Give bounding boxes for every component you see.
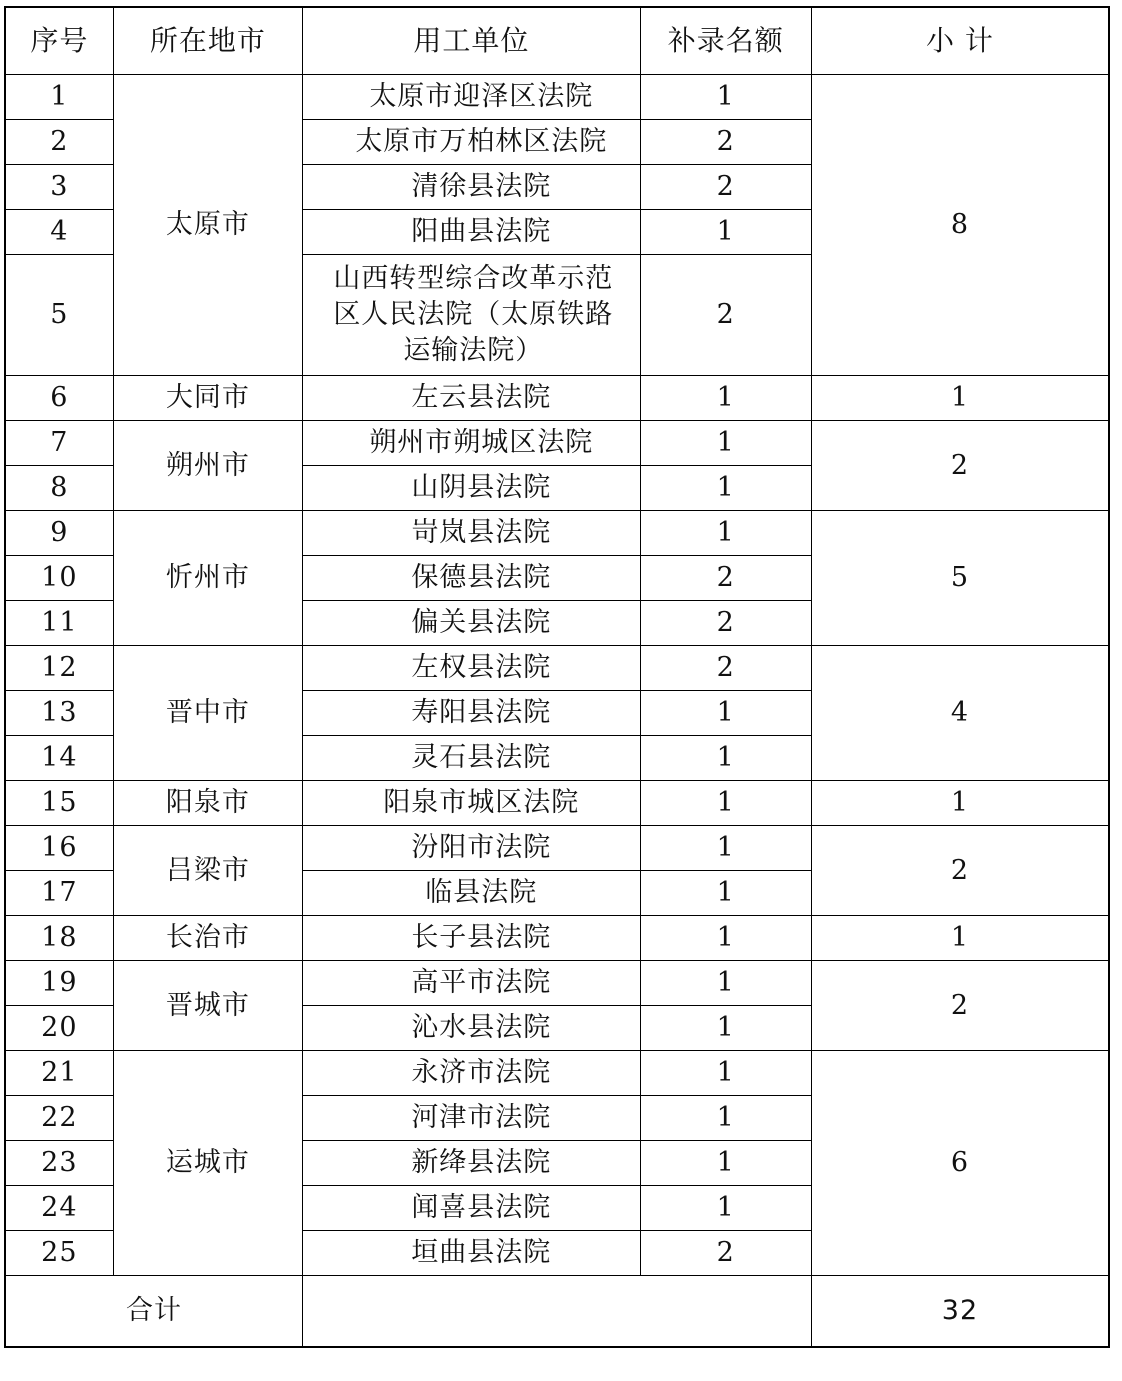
quota-cell: 2 — [640, 165, 811, 210]
subtotal-cell: 4 — [811, 646, 1109, 781]
quota-cell: 2 — [640, 120, 811, 165]
unit-cell: 垣曲县法院 — [303, 1231, 641, 1276]
subtotal-cell: 2 — [811, 826, 1109, 916]
unit-cell: 左云县法院 — [303, 376, 641, 421]
unit-cell: 新绛县法院 — [303, 1141, 641, 1186]
seq-cell: 11 — [5, 601, 113, 646]
unit-cell: 河津市法院 — [303, 1096, 641, 1141]
table-row — [5, 421, 1109, 466]
unit-cell: 汾阳市法院 — [303, 826, 641, 871]
seq-cell: 8 — [5, 466, 113, 511]
unit-cell: 朔州市朔城区法院 — [303, 421, 641, 466]
table-row — [5, 916, 1109, 961]
header-subtotal: 小 计 — [811, 7, 1109, 75]
quota-table — [4, 6, 1110, 1348]
quota-cell: 2 — [640, 255, 811, 376]
total-row — [5, 1276, 1109, 1348]
seq-cell: 24 — [5, 1186, 113, 1231]
unit-cell: 长子县法院 — [303, 916, 641, 961]
subtotal-cell: 8 — [811, 75, 1109, 376]
seq-cell: 10 — [5, 556, 113, 601]
unit-cell: 沁水县法院 — [303, 1006, 641, 1051]
unit-cell: 寿阳县法院 — [303, 691, 641, 736]
quota-cell: 1 — [640, 1006, 811, 1051]
seq-cell: 18 — [5, 916, 113, 961]
quota-cell: 1 — [640, 916, 811, 961]
quota-cell: 2 — [640, 556, 811, 601]
total-blank — [303, 1276, 812, 1348]
unit-cell: 阳曲县法院 — [303, 210, 641, 255]
subtotal-cell: 2 — [811, 421, 1109, 511]
seq-cell: 20 — [5, 1006, 113, 1051]
quota-cell: 2 — [640, 646, 811, 691]
seq-cell: 21 — [5, 1051, 113, 1096]
table-row — [5, 1051, 1109, 1096]
seq-cell: 22 — [5, 1096, 113, 1141]
quota-cell: 1 — [640, 1186, 811, 1231]
table-row — [5, 781, 1109, 826]
seq-cell: 19 — [5, 961, 113, 1006]
seq-cell: 14 — [5, 736, 113, 781]
seq-cell: 17 — [5, 871, 113, 916]
unit-cell: 高平市法院 — [303, 961, 641, 1006]
quota-cell: 1 — [640, 376, 811, 421]
quota-cell: 1 — [640, 826, 811, 871]
unit-cell: 岢岚县法院 — [303, 511, 641, 556]
seq-cell: 3 — [5, 165, 113, 210]
seq-cell: 6 — [5, 376, 113, 421]
unit-cell: 闻喜县法院 — [303, 1186, 641, 1231]
seq-cell: 25 — [5, 1231, 113, 1276]
city-cell: 运城市 — [113, 1051, 302, 1276]
quota-cell: 1 — [640, 75, 811, 120]
seq-cell: 13 — [5, 691, 113, 736]
quota-cell: 1 — [640, 511, 811, 556]
subtotal-cell: 5 — [811, 511, 1109, 646]
table-row — [5, 961, 1109, 1006]
seq-cell: 16 — [5, 826, 113, 871]
unit-cell: 山西转型综合改革示范区人民法院（太原铁路运输法院） — [303, 255, 641, 376]
city-cell: 晋中市 — [113, 646, 302, 781]
quota-cell: 1 — [640, 1096, 811, 1141]
total-label: 合计 — [5, 1276, 303, 1348]
table-row — [5, 826, 1109, 871]
table-row — [5, 376, 1109, 421]
quota-cell: 1 — [640, 1141, 811, 1186]
city-cell: 大同市 — [113, 376, 302, 421]
total-value: 32 — [811, 1276, 1109, 1348]
city-cell: 太原市 — [113, 75, 302, 376]
quota-cell: 2 — [640, 601, 811, 646]
table-row — [5, 75, 1109, 120]
city-cell: 吕梁市 — [113, 826, 302, 916]
seq-cell: 1 — [5, 75, 113, 120]
quota-cell: 1 — [640, 466, 811, 511]
table-row — [5, 646, 1109, 691]
quota-cell: 1 — [640, 781, 811, 826]
seq-cell: 2 — [5, 120, 113, 165]
unit-cell: 太原市迎泽区法院 — [303, 75, 641, 120]
table-row — [5, 511, 1109, 556]
unit-cell: 阳泉市城区法院 — [303, 781, 641, 826]
subtotal-cell: 1 — [811, 781, 1109, 826]
city-cell: 阳泉市 — [113, 781, 302, 826]
quota-cell: 1 — [640, 691, 811, 736]
city-cell: 晋城市 — [113, 961, 302, 1051]
seq-cell: 5 — [5, 255, 113, 376]
seq-cell: 4 — [5, 210, 113, 255]
header-city: 所在地市 — [113, 7, 302, 75]
unit-cell: 左权县法院 — [303, 646, 641, 691]
quota-cell: 1 — [640, 421, 811, 466]
header-unit: 用工单位 — [303, 7, 641, 75]
quota-cell: 1 — [640, 961, 811, 1006]
unit-cell: 永济市法院 — [303, 1051, 641, 1096]
seq-cell: 12 — [5, 646, 113, 691]
table-body — [5, 75, 1109, 1276]
header-seq: 序号 — [5, 7, 113, 75]
quota-cell: 1 — [640, 1051, 811, 1096]
seq-cell: 15 — [5, 781, 113, 826]
subtotal-cell: 1 — [811, 376, 1109, 421]
city-cell: 朔州市 — [113, 421, 302, 511]
seq-cell: 7 — [5, 421, 113, 466]
header-quota: 补录名额 — [640, 7, 811, 75]
city-cell: 长治市 — [113, 916, 302, 961]
seq-cell: 9 — [5, 511, 113, 556]
unit-cell: 太原市万柏林区法院 — [303, 120, 641, 165]
seq-cell: 23 — [5, 1141, 113, 1186]
quota-cell: 1 — [640, 736, 811, 781]
quota-cell: 1 — [640, 210, 811, 255]
unit-cell: 偏关县法院 — [303, 601, 641, 646]
quota-cell: 2 — [640, 1231, 811, 1276]
unit-cell: 清徐县法院 — [303, 165, 641, 210]
city-cell: 忻州市 — [113, 511, 302, 646]
unit-cell: 保德县法院 — [303, 556, 641, 601]
quota-cell: 1 — [640, 871, 811, 916]
unit-cell: 临县法院 — [303, 871, 641, 916]
subtotal-cell: 6 — [811, 1051, 1109, 1276]
unit-cell: 山阴县法院 — [303, 466, 641, 511]
header-row — [5, 7, 1109, 75]
subtotal-cell: 2 — [811, 961, 1109, 1051]
subtotal-cell: 1 — [811, 916, 1109, 961]
unit-cell: 灵石县法院 — [303, 736, 641, 781]
